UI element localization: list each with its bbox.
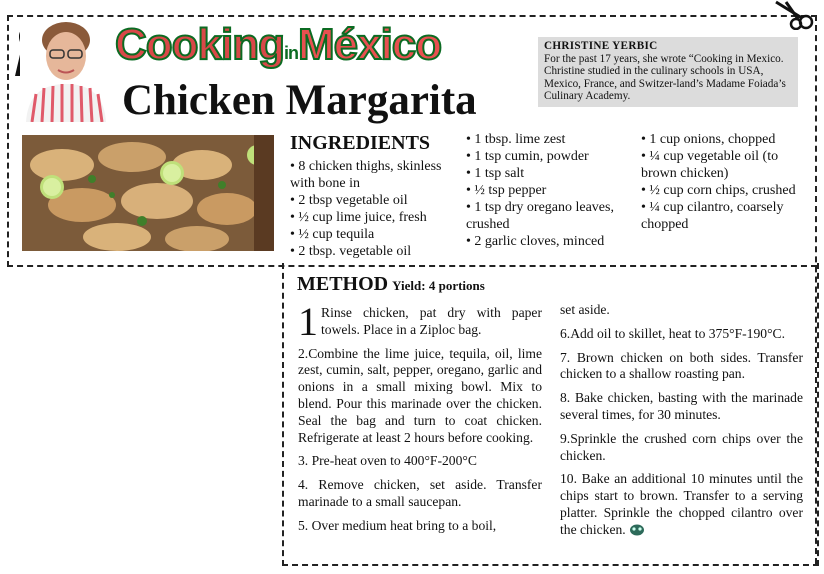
- method-steps-right: [560, 302, 803, 546]
- author-photo: [20, 18, 112, 122]
- ingredient-item: • ½ cup lime juice, fresh: [290, 210, 427, 225]
- ingredient-item: • 1 tsp dry oregano leaves, crushed: [466, 200, 614, 232]
- method-steps-left: [298, 299, 542, 542]
- ingredients-column-1: [290, 158, 450, 260]
- ingredient-item: • 2 tbsp vegetable oil: [290, 193, 408, 208]
- method-step: 4. Remove chicken, set aside. Transfer marinade to a small saucepan.: [298, 477, 542, 509]
- author-box: [538, 37, 798, 107]
- ingredient-item: • 8 chicken thighs, skinless with bone in: [290, 159, 442, 191]
- method-step: 7. Brown chicken on both sides. Transfer chicken to a shallow roasting pan.: [560, 349, 803, 382]
- ingredient-item: • 1 cup onions, chopped: [641, 132, 776, 147]
- method-step: [560, 471, 803, 538]
- end-mark-icon: [629, 523, 645, 536]
- ingredient-item: • ¼ cup vegetable oil (to brown chicken): [641, 149, 779, 181]
- author-bio: For the past 17 years, she wrote “Cooking in Mexico. Christine studied in the culinary schools in USA, Mexico, France, and Switzer-land’s Madame Foiada’s Culinary Academy.: [544, 52, 786, 102]
- ingredient-item: • 1 tsp cumin, powder: [466, 149, 589, 164]
- method-step: 2.Combine the lime juice, tequila, oil, lime zest, cumin, salt, pepper, oregano, garlic and onions in a small mixing bowl. Mix to blend. Pour this marinade over the chicken. Seal the bag and turn to coat chicken. Refrigerate at least 2 hours before cooking.: [298, 345, 542, 445]
- logo-word-cooking: Cooking: [115, 20, 284, 69]
- ingredients-column-2: [466, 131, 626, 250]
- method-yield: Yield: 4 portions: [392, 278, 485, 293]
- logo: [115, 20, 441, 70]
- method-step: 5. Over medium heat bring to a boil,: [298, 517, 497, 533]
- method-step: 9.Sprinkle the crushed corn chips over the chicken.: [560, 430, 803, 463]
- scissors-icon: [770, 0, 816, 30]
- logo-word-mexico: México: [297, 20, 442, 69]
- step-1-number: 1: [298, 299, 318, 344]
- method-step: [298, 299, 542, 344]
- author-name: CHRISTINE YERBIC: [544, 40, 658, 52]
- method-step: 8. Bake chicken, basting with the marinade several times, for 30 minutes.: [560, 390, 803, 422]
- step-1-text: Rinse chicken, pat dry with paper towels. Place in a Ziploc bag.: [321, 305, 542, 337]
- method-step: 3. Pre-heat oven to 400°F-200°C: [298, 453, 477, 469]
- ingredients-heading: INGREDIENTS: [290, 132, 431, 154]
- logo-word-in: in: [283, 43, 298, 63]
- ingredient-item: • ½ cup tequila: [290, 227, 375, 242]
- ingredient-item: • ¼ cup cilantro, coarsely chopped: [641, 200, 784, 232]
- method-title: METHOD: [297, 273, 389, 295]
- recipe-title: Chicken Margarita: [122, 77, 477, 124]
- ingredient-item: • ½ cup corn chips, crushed: [641, 183, 796, 198]
- clip-border-right: [815, 15, 817, 564]
- ingredient-item: • ½ tsp pepper: [466, 183, 547, 198]
- ingredient-item: • 2 tbsp. vegetable oil: [290, 244, 412, 259]
- ingredients-column-3: [641, 131, 801, 233]
- ingredient-item: • 1 tsp salt: [466, 166, 525, 181]
- method-step: set aside.: [560, 302, 610, 317]
- ingredient-item: • 2 garlic cloves, minced: [466, 234, 605, 249]
- step-10-text: 10. Bake an additional 10 minutes until the chips start to brown. Transfer to a serving platter. Sprinkle the chopped cilantro over the chicken.: [560, 471, 803, 537]
- method-heading: [297, 273, 485, 296]
- method-step: 6.Add oil to skillet, heat to 375°F-190°C.: [560, 325, 785, 341]
- dish-photo: [22, 135, 274, 251]
- ingredient-item: • 1 tbsp. lime zest: [466, 132, 566, 147]
